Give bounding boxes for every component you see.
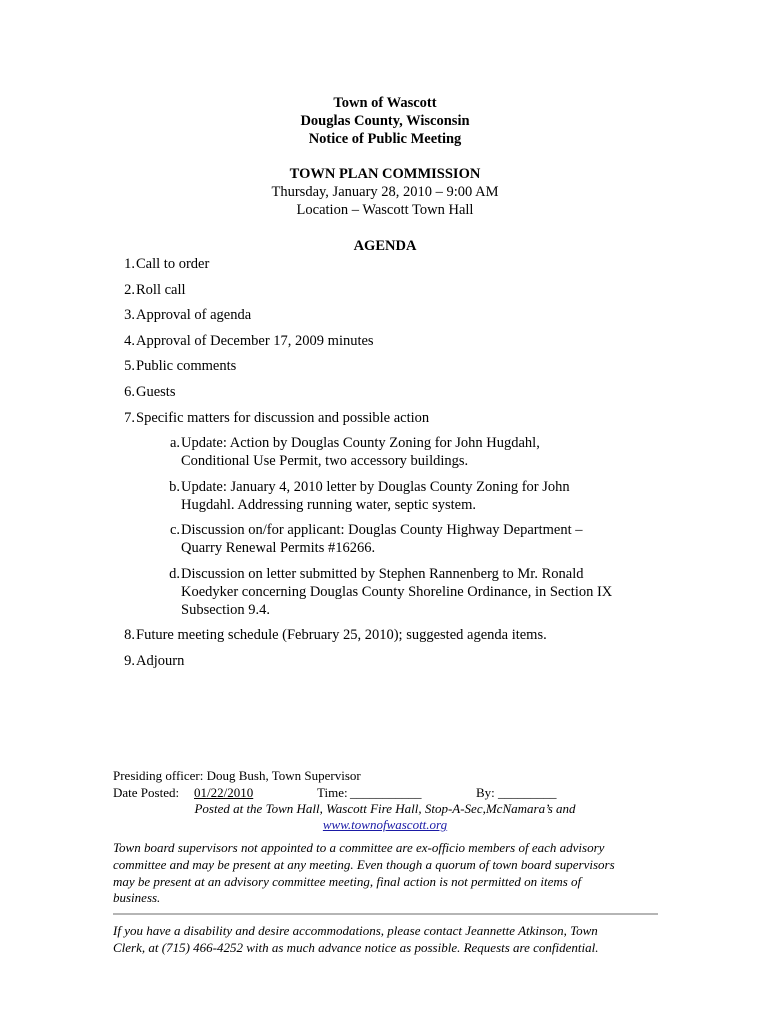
date-posted-label: Date Posted:	[113, 785, 180, 800]
agenda-subitem-line: Discussion on/for applicant: Douglas County Highway Department –	[181, 522, 583, 538]
posting-locations: Posted at the Town Hall, Wascott Fire Hall, Stop-A-Sec,McNamara’s and	[194, 801, 576, 816]
agenda-title: AGENDA	[353, 238, 417, 254]
time-blank: ___________	[350, 785, 422, 800]
agenda-subitem-line: Conditional Use Permit, two accessory buildings.	[181, 453, 469, 469]
agenda-subitem-letter: d.	[169, 566, 180, 582]
agenda-item-text: Public comments	[136, 358, 237, 374]
agenda-subitem-letter: c.	[169, 522, 180, 538]
agenda-item-number: 9.	[124, 653, 135, 669]
agenda-subitem-letter: b.	[169, 479, 180, 495]
agenda-item-text: Approval of agenda	[136, 307, 252, 323]
agenda-item-number: 5.	[124, 358, 135, 374]
time-label: Time:	[317, 785, 348, 800]
agenda-item-number: 8.	[124, 627, 135, 643]
agenda-subitem-line: Hugdahl. Addressing running water, septic system.	[181, 497, 477, 513]
notice-line: committee and may be present at any meeting. Even though a quorum of town board supervisors	[113, 857, 615, 872]
agenda-subitem-line: Update: January 4, 2010 letter by Douglas County Zoning for John	[181, 479, 570, 495]
town-name: Town of Wascott	[333, 95, 437, 111]
agenda-subitem-text	[181, 565, 612, 619]
agenda-item-number: 1.	[124, 256, 135, 272]
notice-line: may be present at an advisory committee meeting, final action is not permitted on items of	[113, 874, 582, 889]
agenda-item-text: Guests	[136, 384, 176, 400]
notice-title: Notice of Public Meeting	[308, 131, 462, 147]
agenda-subitem-text	[181, 521, 583, 557]
agenda-subitem-line: Discussion on letter submitted by Stephen Rannenberg to Mr. Ronald	[181, 566, 584, 582]
agenda-subitem-text	[181, 478, 570, 514]
agenda-item-text: Roll call	[136, 282, 186, 298]
meeting-location: Location – Wascott Town Hall	[296, 202, 474, 218]
agenda-subitem-line: Subsection 9.4.	[181, 602, 271, 618]
accommodation-line: Clerk, at (715) 466-4252 with as much advance notice as possible. Requests are confidential.	[113, 940, 599, 955]
agenda-item-number: 4.	[124, 333, 135, 349]
agenda-item-text: Adjourn	[136, 653, 185, 669]
agenda-item-text: Specific matters for discussion and possible action	[136, 410, 430, 426]
presiding-officer: Presiding officer: Doug Bush, Town Supervisor	[113, 768, 361, 783]
agenda-item-text: Call to order	[136, 256, 210, 272]
agenda-item-number: 2.	[124, 282, 135, 298]
agenda-subitem-line: Quarry Renewal Permits #16266.	[181, 540, 376, 556]
committee-name: TOWN PLAN COMMISSION	[289, 166, 481, 182]
agenda-item-number: 7.	[124, 410, 135, 426]
agenda-item-number: 3.	[124, 307, 135, 323]
agenda-item-number: 6.	[124, 384, 135, 400]
accommodation-line: If you have a disability and desire accommodations, please contact Jeannette Atkinson, Town	[113, 923, 598, 938]
agenda-item-text: Approval of December 17, 2009 minutes	[136, 333, 374, 349]
agenda-item-text: Future meeting schedule (February 25, 2010); suggested agenda items.	[136, 627, 547, 643]
website-link[interactable]: www.townofwascott.org	[322, 817, 448, 832]
agenda-subitem-line: Koedyker concerning Douglas County Shoreline Ordinance, in Section IX	[181, 584, 613, 600]
notice-line: Town board supervisors not appointed to a committee are ex-officio members of each advisory	[113, 840, 605, 855]
agenda-subitem-letter: a.	[169, 435, 180, 451]
notice-line: business.	[113, 890, 161, 905]
agenda-subitem-text	[181, 434, 540, 470]
website-line	[0, 816, 770, 833]
county-name: Douglas County, Wisconsin	[300, 113, 470, 129]
divider-rule	[113, 913, 658, 915]
agenda-subitem-line: Update: Action by Douglas County Zoning for John Hugdahl,	[181, 435, 540, 451]
by-label: By:	[476, 785, 495, 800]
meeting-datetime: Thursday, January 28, 2010 – 9:00 AM	[271, 184, 499, 200]
date-posted-value: 01/22/2010	[194, 785, 254, 800]
by-blank: _________	[498, 785, 557, 800]
